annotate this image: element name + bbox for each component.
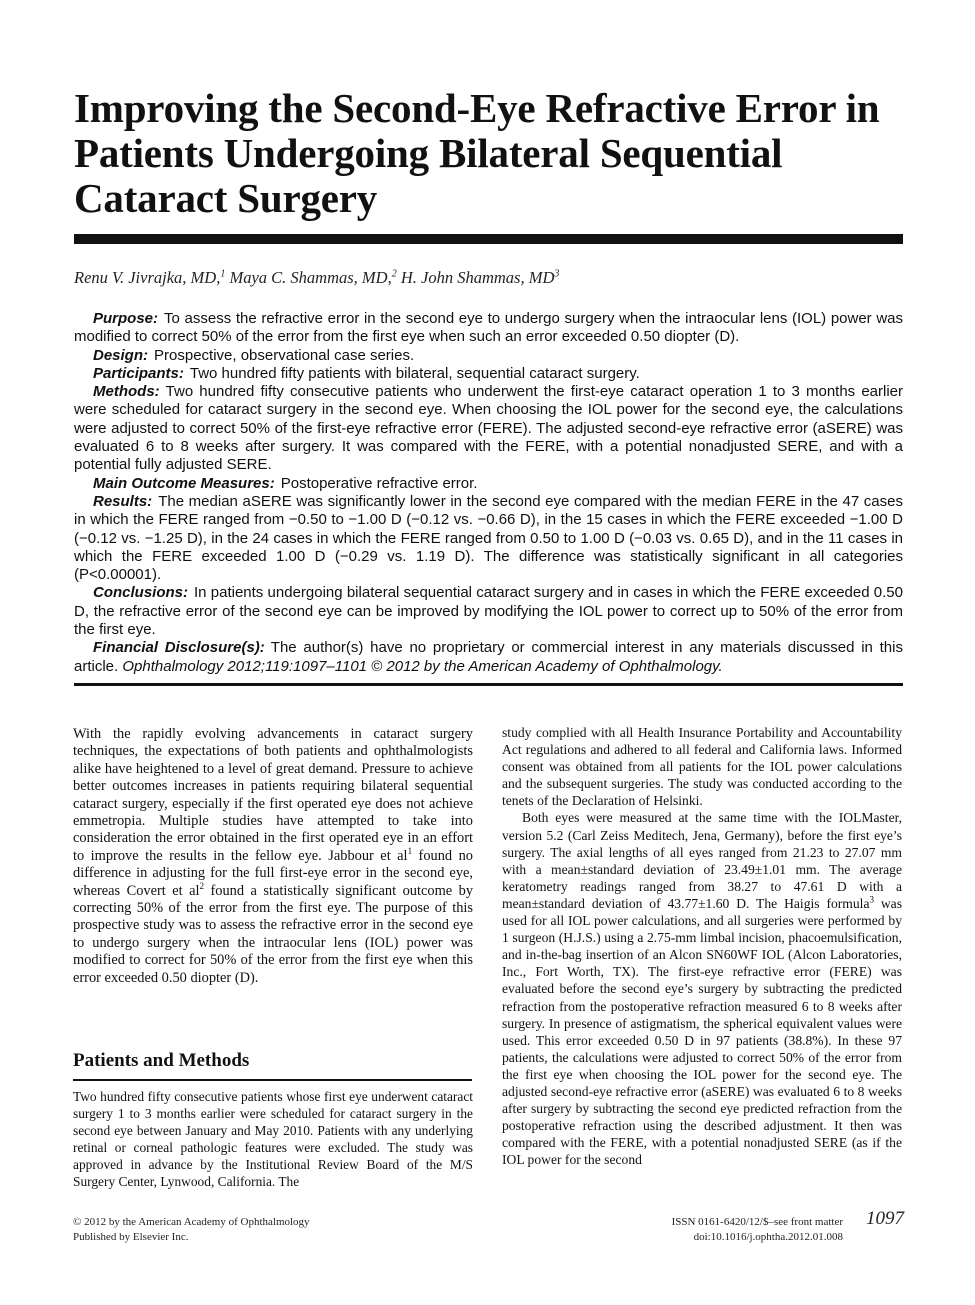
- measurement-text-2: was used for all IOL power calculations, and all surgeries were performed by 1 surgeon (H.J.S.) using a 2.75-mm limbal incision, phacoemulsification, and in-the-bag insertion of an Alcon SN60WF IOL (Alcon Laboratories, Inc., Fort Worth, TX). The first-eye refractive error (FERE) was evaluated before the second eye’s surgery by subtracting the predicted refraction from the postoperative refraction measured 6 to 8 weeks after surgery. In presence of astigmatism, the spherical equivalent values were used. This error exceeded 0.50 D in 97 patients (38.8%). In these 97 patients, the calculations were adjusted to correct 50% of the error from the first eye when choosing the IOL power for the second eye. The adjusted second-eye refractive error (aSERE) was evaluated 6 to 8 weeks after surgery by subtracting the second eye predicted refraction from the postoperative refraction using the described adjustment. It then was compared with the FERE, with a potential nonadjusted SERE (as if the IOL power for the second: [502, 895, 903, 1168]
- footer-left: [73, 1215, 310, 1245]
- footer-right: [672, 1215, 843, 1245]
- abstract-design-text: Prospective, observational case series.: [154, 346, 415, 364]
- author-1-affiliation: 1: [220, 268, 226, 280]
- abstract-outcome: [74, 475, 903, 493]
- introduction: [73, 726, 473, 987]
- abstract-results-text: The median aSERE was significantly lower in the second eye compared with the median FERE in the 47 cases in which the FERE ranged from −0.50 to −1.00 D (−0.12 vs. −0.66 D), in the 15 cases in which the FERE exceeded −1.00 D (−0.12 vs. −1.25 D), in the 24 cases in which the FERE ranged from 0.50 to 1.00 D (−0.03 vs. 0.65 D), and in the 11 cases in which the FERE exceeded 1.00 D (−0.29 vs. 1.19 D). The difference was statistically significant in all categories (P<0.00001).: [74, 492, 903, 584]
- abstract-methods-text: Two hundred fifty consecutive patients who underwent the first-eye cataract operation 1 to 3 months earlier were scheduled for cataract surgery in the second eye. When choosing the IOL power for the second eye, the calculations were adjusted to correct 50% of the first-eye refractive error (FERE). The adjusted second-eye refractive error (aSERE) was evaluated 6 to 8 weeks after surgery. It was compared with the FERE, with a potential nonadjusted SERE, and with a potential fully adjusted SERE.: [74, 383, 903, 474]
- abstract-conclusions-label: Conclusions:: [93, 584, 189, 602]
- abstract-divider: [74, 683, 903, 686]
- reference-1-link[interactable]: 1: [407, 846, 413, 857]
- abstract-participants: [74, 365, 903, 383]
- section-heading-methods: Patients and Methods: [73, 1050, 250, 1071]
- page-number: 1097: [866, 1208, 904, 1229]
- article-title: Improving the Second-Eye Refractive Error in Patients Undergoing Bilateral Sequential Cataract Surgery: [74, 85, 880, 221]
- measurement-paragraph: [502, 809, 902, 1168]
- abstract: [74, 310, 903, 676]
- author-3-affiliation: 3: [554, 268, 560, 280]
- abstract-outcome-label: Main Outcome Measures:: [93, 474, 275, 492]
- author-line: [74, 268, 904, 288]
- author-2: Maya C. Shammas, MD,: [229, 268, 392, 287]
- consent-paragraph: study complied with all Health Insurance Portability and Accountability Act regulations and adhered to all federal and California laws. Informed consent was obtained from all patients for the IOL power calculations and the subsequent surgeries. The study was conducted according to the tenets of the Declaration of Helsinki.: [502, 725, 902, 809]
- author-1: Renu V. Jivrajka, MD,: [74, 268, 221, 287]
- intro-paragraph: [73, 726, 473, 987]
- author-3: H. John Shammas, MD: [400, 268, 555, 287]
- title-divider: [74, 234, 903, 244]
- intro-text-2: found no difference in adjusting for the full first-eye error in the second eye, whereas Covert et al: [73, 847, 473, 899]
- intro-text-1: With the rapidly evolving advancements in cataract surgery techniques, the expectations of both patients and ophthalmologists alike have heightened to a level of great demand. Pressure to achieve better outcomes increases in patients requiring bilateral sequential cataract surgery, especially if the first operated eye does not achieve emmetropia. Multiple studies have attempted to take into consideration the error obtained in the first operated eye in an effort to improve the results in the fellow eye. Jabbour et al: [73, 726, 473, 864]
- author-2-affiliation: 2: [391, 268, 397, 280]
- abstract-purpose: [74, 310, 903, 347]
- abstract-conclusions: [74, 584, 903, 639]
- abstract-disclosure-text: The author(s) have no proprietary or commercial interest in any materials discussed in this article.: [74, 639, 903, 675]
- right-column: [502, 724, 902, 1168]
- abstract-results: [74, 493, 903, 584]
- copyright-line: © 2012 by the American Academy of Ophthalmology: [73, 1216, 310, 1228]
- methods-text-left: [73, 1088, 473, 1191]
- publisher-line: Published by Elsevier Inc.: [73, 1231, 189, 1243]
- abstract-participants-label: Participants:: [93, 364, 184, 382]
- abstract-conclusions-text: In patients undergoing bilateral sequential cataract surgery and in cases in which the FERE exceeded 0.50 D, the refractive error of the second eye can be improved by modifying the IOL power to correct up to 50% of the error from the first eye.: [74, 584, 903, 639]
- section-divider: [73, 1079, 472, 1081]
- abstract-outcome-text: Postoperative refractive error.: [280, 474, 478, 492]
- methods-paragraph: Two hundred fifty consecutive patients whose first eye underwent cataract surgery 1 to 3 months earlier were scheduled for cataract surgery in the second eye between January and May 2010. Patients with any underlying retinal or corneal pathologic features were excluded. The study was approved in advance by the Institutional Review Board of the M/S Surgery Center, Lynwood, California. The: [73, 1089, 473, 1190]
- abstract-participants-text: Two hundred fifty patients with bilateral, sequential cataract surgery.: [189, 364, 640, 382]
- measurement-text-1: Both eyes were measured at the same time with the IOLMaster, version 5.2 (Carl Zeiss Meditech, Jena, Germany), before the first eye’s surgery. The axial lengths of all eyes ranged from 21.23 to 27.07 mm with a mean±standard deviation of 23.49±1.01 mm. The average keratometry readings ranged from 38.27 to 47.61 D with a mean±standard deviation of 43.77±1.60 D. The Haigis formula: [502, 810, 902, 911]
- reference-3-link[interactable]: 3: [869, 894, 874, 905]
- abstract-purpose-label: Purpose:: [93, 310, 159, 327]
- doi-line: doi:10.1016/j.ophtha.2012.01.008: [693, 1231, 843, 1243]
- intro-text-3: found a statistically significant outcome by correcting 50% of the error from the first eye. The purpose of this prospective study was to assess the refractive error in the second eye to undergo surgery when the intraocular lens (IOL) power was modified to correct for 50% of the error from the first eye when this error exceeded 0.50 diopter (D).: [73, 882, 474, 986]
- abstract-design: [74, 347, 903, 365]
- abstract-disclosure: [74, 639, 903, 676]
- issn-line: ISSN 0161-6420/12/$–see front matter: [671, 1216, 843, 1228]
- abstract-disclosure-label: Financial Disclosure(s):: [93, 639, 265, 657]
- abstract-results-label: Results:: [93, 492, 153, 510]
- reference-2-link[interactable]: 2: [199, 880, 204, 891]
- abstract-purpose-text: To assess the refractive error in the second eye to undergo surgery when the intraocular lens (IOL) power was modified to correct 50% of the error from the first eye when such an error exceeded 0.50 diopter (D).: [74, 310, 903, 346]
- journal-citation: Ophthalmology 2012;119:1097–1101 © 2012 by the American Academy of Ophthalmology.: [122, 657, 723, 675]
- abstract-methods-label: Methods:: [93, 383, 160, 401]
- abstract-design-label: Design:: [93, 346, 149, 364]
- abstract-methods: [74, 383, 903, 474]
